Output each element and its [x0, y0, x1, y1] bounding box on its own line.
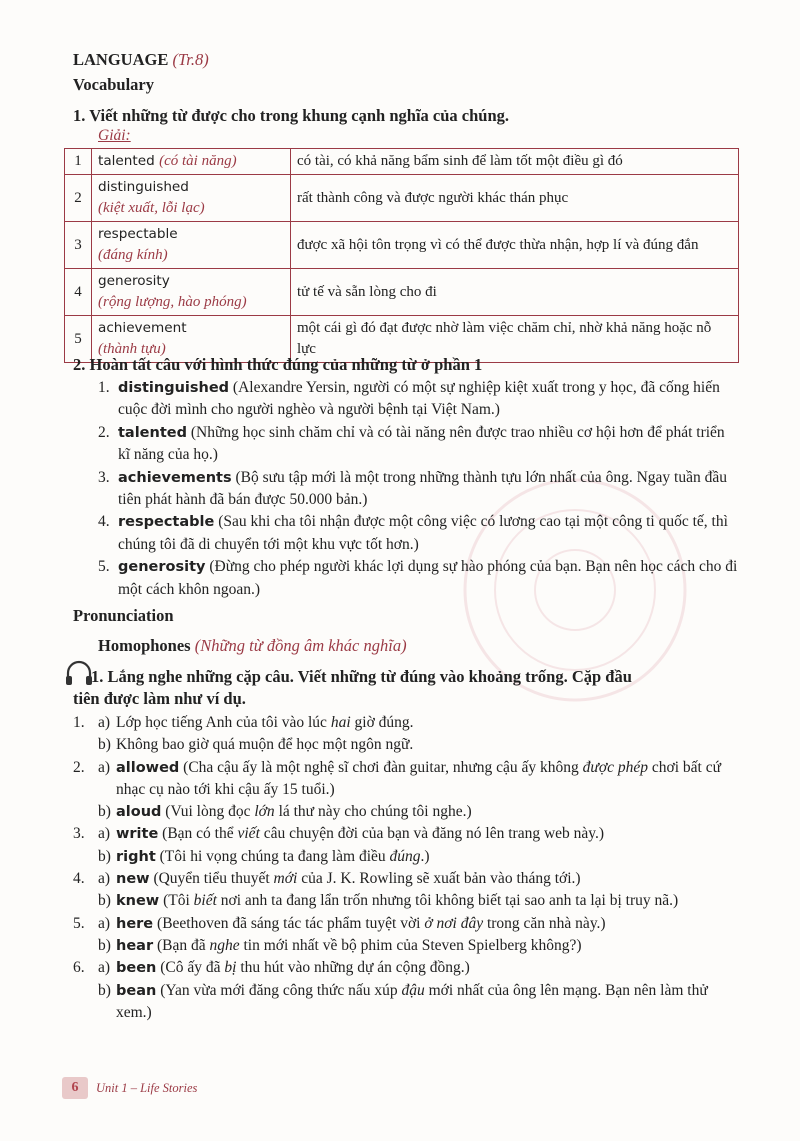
emphasis: ở nơi đây — [424, 914, 484, 932]
text-after: nơi anh ta đang lẩn trốn nhưng tôi không biết tại sao anh ta lại bị truy nã.) — [216, 892, 679, 910]
item-text: (Bộ sưu tập mới là một trong những thành tựu lớn nhất của ông. Ngay tuần đầu tiên phát hành đã bán được 50.000 bản.) — [118, 468, 727, 509]
text-before: (Tôi — [159, 892, 194, 910]
unit-label: Unit 1 – Life Stories — [96, 1080, 198, 1095]
answer-word: knew — [116, 893, 160, 910]
exercise2-title: 2. Hoàn tất câu với hình thức đúng của những từ ở phần 1 — [73, 355, 483, 374]
sentence-text — [116, 825, 604, 842]
question-pair — [73, 823, 743, 868]
answer-word: allowed — [116, 759, 180, 776]
answer-word: write — [116, 826, 159, 843]
sentence-a — [98, 757, 743, 802]
text-before: (Cô ấy đã — [156, 959, 225, 977]
text-before: Không bao giờ quá muộn để học một ngôn ngữ. — [116, 736, 414, 754]
answer-word: new — [116, 871, 150, 888]
sentence-label: a) — [98, 825, 111, 843]
row-number: 2 — [65, 175, 92, 222]
sentence-label: b) — [98, 981, 111, 999]
question-number: 1. — [73, 714, 85, 731]
page-number: 6 — [62, 1077, 88, 1099]
sentence-b — [98, 890, 743, 912]
sentence-a — [98, 913, 743, 935]
exercise3-title: 1. Lắng nghe những cặp câu. Viết những từ đúng vào khoảng trống. Cặp đầu tiên được làm như ví dụ. — [73, 667, 632, 708]
question-pair — [73, 913, 743, 958]
text-after: câu chuyện đời của bạn và đăng nó lên trang web này.) — [259, 825, 605, 843]
answer-word: right — [116, 848, 156, 865]
vocab-word: generosity — [98, 273, 170, 289]
text-after: giờ đúng. — [350, 714, 414, 731]
emphasis: đậu — [401, 981, 425, 999]
row-number: 4 — [65, 269, 92, 316]
vocab-meaning: có tài, có khả năng bẩm sinh để làm tốt một điều gì đó — [291, 149, 739, 175]
list-item — [98, 377, 738, 422]
exercise3-list — [73, 712, 743, 1024]
vocab-meaning: rất thành công và được người khác thán phục — [291, 175, 739, 222]
item-number: 1. — [98, 379, 110, 396]
list-item — [98, 422, 738, 467]
question-number: 3. — [73, 825, 85, 843]
sentence-b — [98, 980, 743, 1025]
vocabulary-table — [64, 148, 739, 363]
row-number: 1 — [65, 149, 92, 175]
vocab-word-cell — [92, 149, 291, 175]
table-row — [65, 269, 739, 316]
exercise2-list — [98, 377, 738, 601]
item-number: 5. — [98, 558, 110, 576]
vocab-translation: (rộng lượng, hào phóng) — [98, 294, 247, 310]
sentence-text — [116, 959, 470, 976]
question-number: 2. — [73, 758, 85, 776]
question-number: 4. — [73, 870, 85, 888]
vocab-translation: (kiệt xuất, lỗi lạc) — [98, 200, 205, 216]
sentence-label: b) — [98, 892, 111, 910]
vocab-word-cell — [92, 175, 291, 222]
answer-word: distinguished — [118, 380, 230, 396]
question-number: 6. — [73, 959, 85, 977]
answer-word: hear — [116, 937, 154, 954]
emphasis: viết — [237, 825, 260, 843]
item-number: 2. — [98, 423, 110, 441]
text-before: (Quyển tiểu thuyết — [149, 870, 274, 888]
row-number: 3 — [65, 222, 92, 269]
text-after: mới nhất của ông lên mạng. Bạn nên làm thử xem.) — [116, 981, 708, 1021]
item-text: (Những học sinh chăm chỉ và có tài năng nên được trao nhiều cơ hội hơn để phát triển kĩ năng của họ.) — [118, 423, 725, 464]
sentence-text — [116, 759, 721, 798]
sentence-text — [116, 937, 582, 954]
sentence-b — [98, 935, 743, 957]
list-item — [98, 511, 738, 556]
table-row — [65, 149, 739, 175]
sentence-a — [98, 868, 743, 890]
sentence-a — [98, 823, 743, 845]
vocab-meaning: một cái gì đó đạt được nhờ làm việc chăm chỉ, nhờ khả năng hoặc nỗ lực — [291, 316, 739, 363]
text-before: (Bạn đã — [153, 936, 210, 954]
sentence-label: b) — [98, 803, 111, 821]
answer-word: generosity — [118, 559, 206, 576]
sentence-b — [98, 846, 743, 868]
question-pair — [73, 957, 743, 1024]
vocab-word: respectable — [98, 226, 178, 242]
vocab-meaning: được xã hội tôn trọng vì có thể được thừa nhận, hợp lí và đúng đắn — [291, 222, 739, 269]
text-after: thu hút vào những dự án cộng đồng.) — [236, 959, 470, 977]
sentence-label: b) — [98, 736, 111, 754]
text-before: (Cha cậu ấy là một nghệ sĩ chơi đàn guitar, nhưng cậu ấy không — [179, 758, 583, 776]
vocab-word-cell — [92, 222, 291, 269]
text-before: (Vui lòng đọc — [161, 803, 255, 821]
text-after: lá thư này cho chúng tôi nghe.) — [274, 803, 472, 821]
vocab-word: talented — [98, 153, 155, 169]
list-item — [98, 467, 738, 512]
vocab-translation: (đáng kính) — [98, 247, 168, 263]
sentence-b — [98, 801, 743, 823]
sentence-text — [116, 848, 430, 865]
answer-word: talented — [118, 424, 187, 441]
section-title: LANGUAGE (Tr.8) — [73, 50, 209, 69]
emphasis: bị — [224, 959, 237, 977]
emphasis: lớn — [254, 803, 275, 821]
answer-word: bean — [116, 982, 157, 999]
solution-label: Giải: — [98, 127, 131, 144]
page-footer — [62, 1077, 197, 1099]
table-row — [65, 175, 739, 222]
sentence-a — [98, 712, 743, 734]
text-before: (Bạn có thể — [158, 825, 238, 843]
question-number: 5. — [73, 914, 85, 932]
answer-word: been — [116, 960, 157, 977]
homophones-title: Homophones (Những từ đồng âm khác nghĩa) — [98, 636, 407, 655]
sentence-label: b) — [98, 936, 111, 954]
answer-word: achievements — [118, 469, 232, 486]
emphasis: được phép — [582, 758, 649, 776]
emphasis: nghe — [209, 936, 240, 954]
pronunciation-title: Pronunciation — [73, 606, 174, 625]
question-pair — [73, 868, 743, 913]
answer-word: respectable — [118, 514, 215, 531]
item-number: 3. — [98, 468, 110, 486]
emphasis: biết — [193, 892, 217, 910]
sentence-label: a) — [98, 758, 111, 776]
sentence-label: a) — [98, 959, 111, 977]
sentence-text — [116, 870, 581, 887]
emphasis: mới — [273, 870, 298, 888]
vocab-translation: (thành tựu) — [98, 341, 166, 357]
question-pair — [73, 712, 743, 757]
answer-word: aloud — [116, 804, 162, 821]
text-before: Lớp học tiếng Anh của tôi vào lúc — [116, 714, 331, 731]
sentence-text — [116, 915, 606, 932]
text-before: (Yan vừa mới đăng công thức nấu xúp — [156, 981, 402, 999]
text-after: của J. K. Rowling sẽ xuất bản vào tháng tới.) — [297, 870, 581, 888]
vocab-word: achievement — [98, 320, 187, 336]
emphasis: đúng — [389, 847, 421, 865]
sentence-label: a) — [98, 870, 111, 888]
sentence-text — [116, 714, 414, 731]
sentence-text — [116, 982, 708, 1021]
sentence-text — [116, 803, 472, 820]
item-text: (Alexandre Yersin, người có một sự nghiệp kiệt xuất trong y học, đã cống hiến cuộc đời mình cho người nghèo và người bệnh tại Việt Nam.) — [118, 379, 720, 419]
sentence-text — [116, 892, 678, 909]
sentence-b — [98, 734, 743, 756]
section-page-ref: (Tr.8) — [172, 50, 209, 69]
text-after: tin mới nhất về bộ phim của Steven Spielberg không?) — [239, 936, 582, 954]
text-after: .) — [420, 847, 430, 865]
list-item — [98, 556, 738, 601]
sentence-label: a) — [98, 914, 111, 932]
table-row — [65, 222, 739, 269]
question-pair — [73, 757, 743, 824]
item-text: (Đừng cho phép người khác lợi dụng sự hào phóng của bạn. Bạn nên học cách cho đi một cách khôn ngoan.) — [118, 558, 738, 598]
item-text: (Sau khi cha tôi nhận được một công việc có lương cao tại một công ti quốc tế, thì chúng tôi đã di chuyển tới một khu vực tốt hơn.) — [118, 513, 728, 553]
vocab-word-cell — [92, 269, 291, 316]
exercise1-title: 1. Viết những từ được cho trong khung cạnh nghĩa của chúng. — [73, 106, 510, 125]
vocab-translation: (có tài năng) — [159, 153, 237, 169]
sentence-a — [98, 957, 743, 979]
emphasis: hai — [330, 714, 351, 731]
vocab-word: distinguished — [98, 179, 189, 195]
row-number: 5 — [65, 316, 92, 363]
text-after: chơi bất cứ nhạc cụ nào tới khi cậu ấy 15 tuổi.) — [116, 758, 722, 798]
subsection-title: Vocabulary — [73, 75, 154, 94]
sentence-label: a) — [98, 714, 111, 731]
sentence-label: b) — [98, 847, 111, 865]
text-before: (Tôi hi vọng chúng ta đang làm điều — [155, 847, 390, 865]
answer-word: here — [116, 915, 154, 932]
item-number: 4. — [98, 513, 110, 531]
text-before: (Beethoven đã sáng tác tác phẩm tuyệt vời — [153, 914, 425, 932]
text-after: trong căn nhà này.) — [483, 914, 606, 932]
sentence-text — [116, 736, 413, 753]
vocab-meaning: tử tế và sẵn lòng cho đi — [291, 269, 739, 316]
